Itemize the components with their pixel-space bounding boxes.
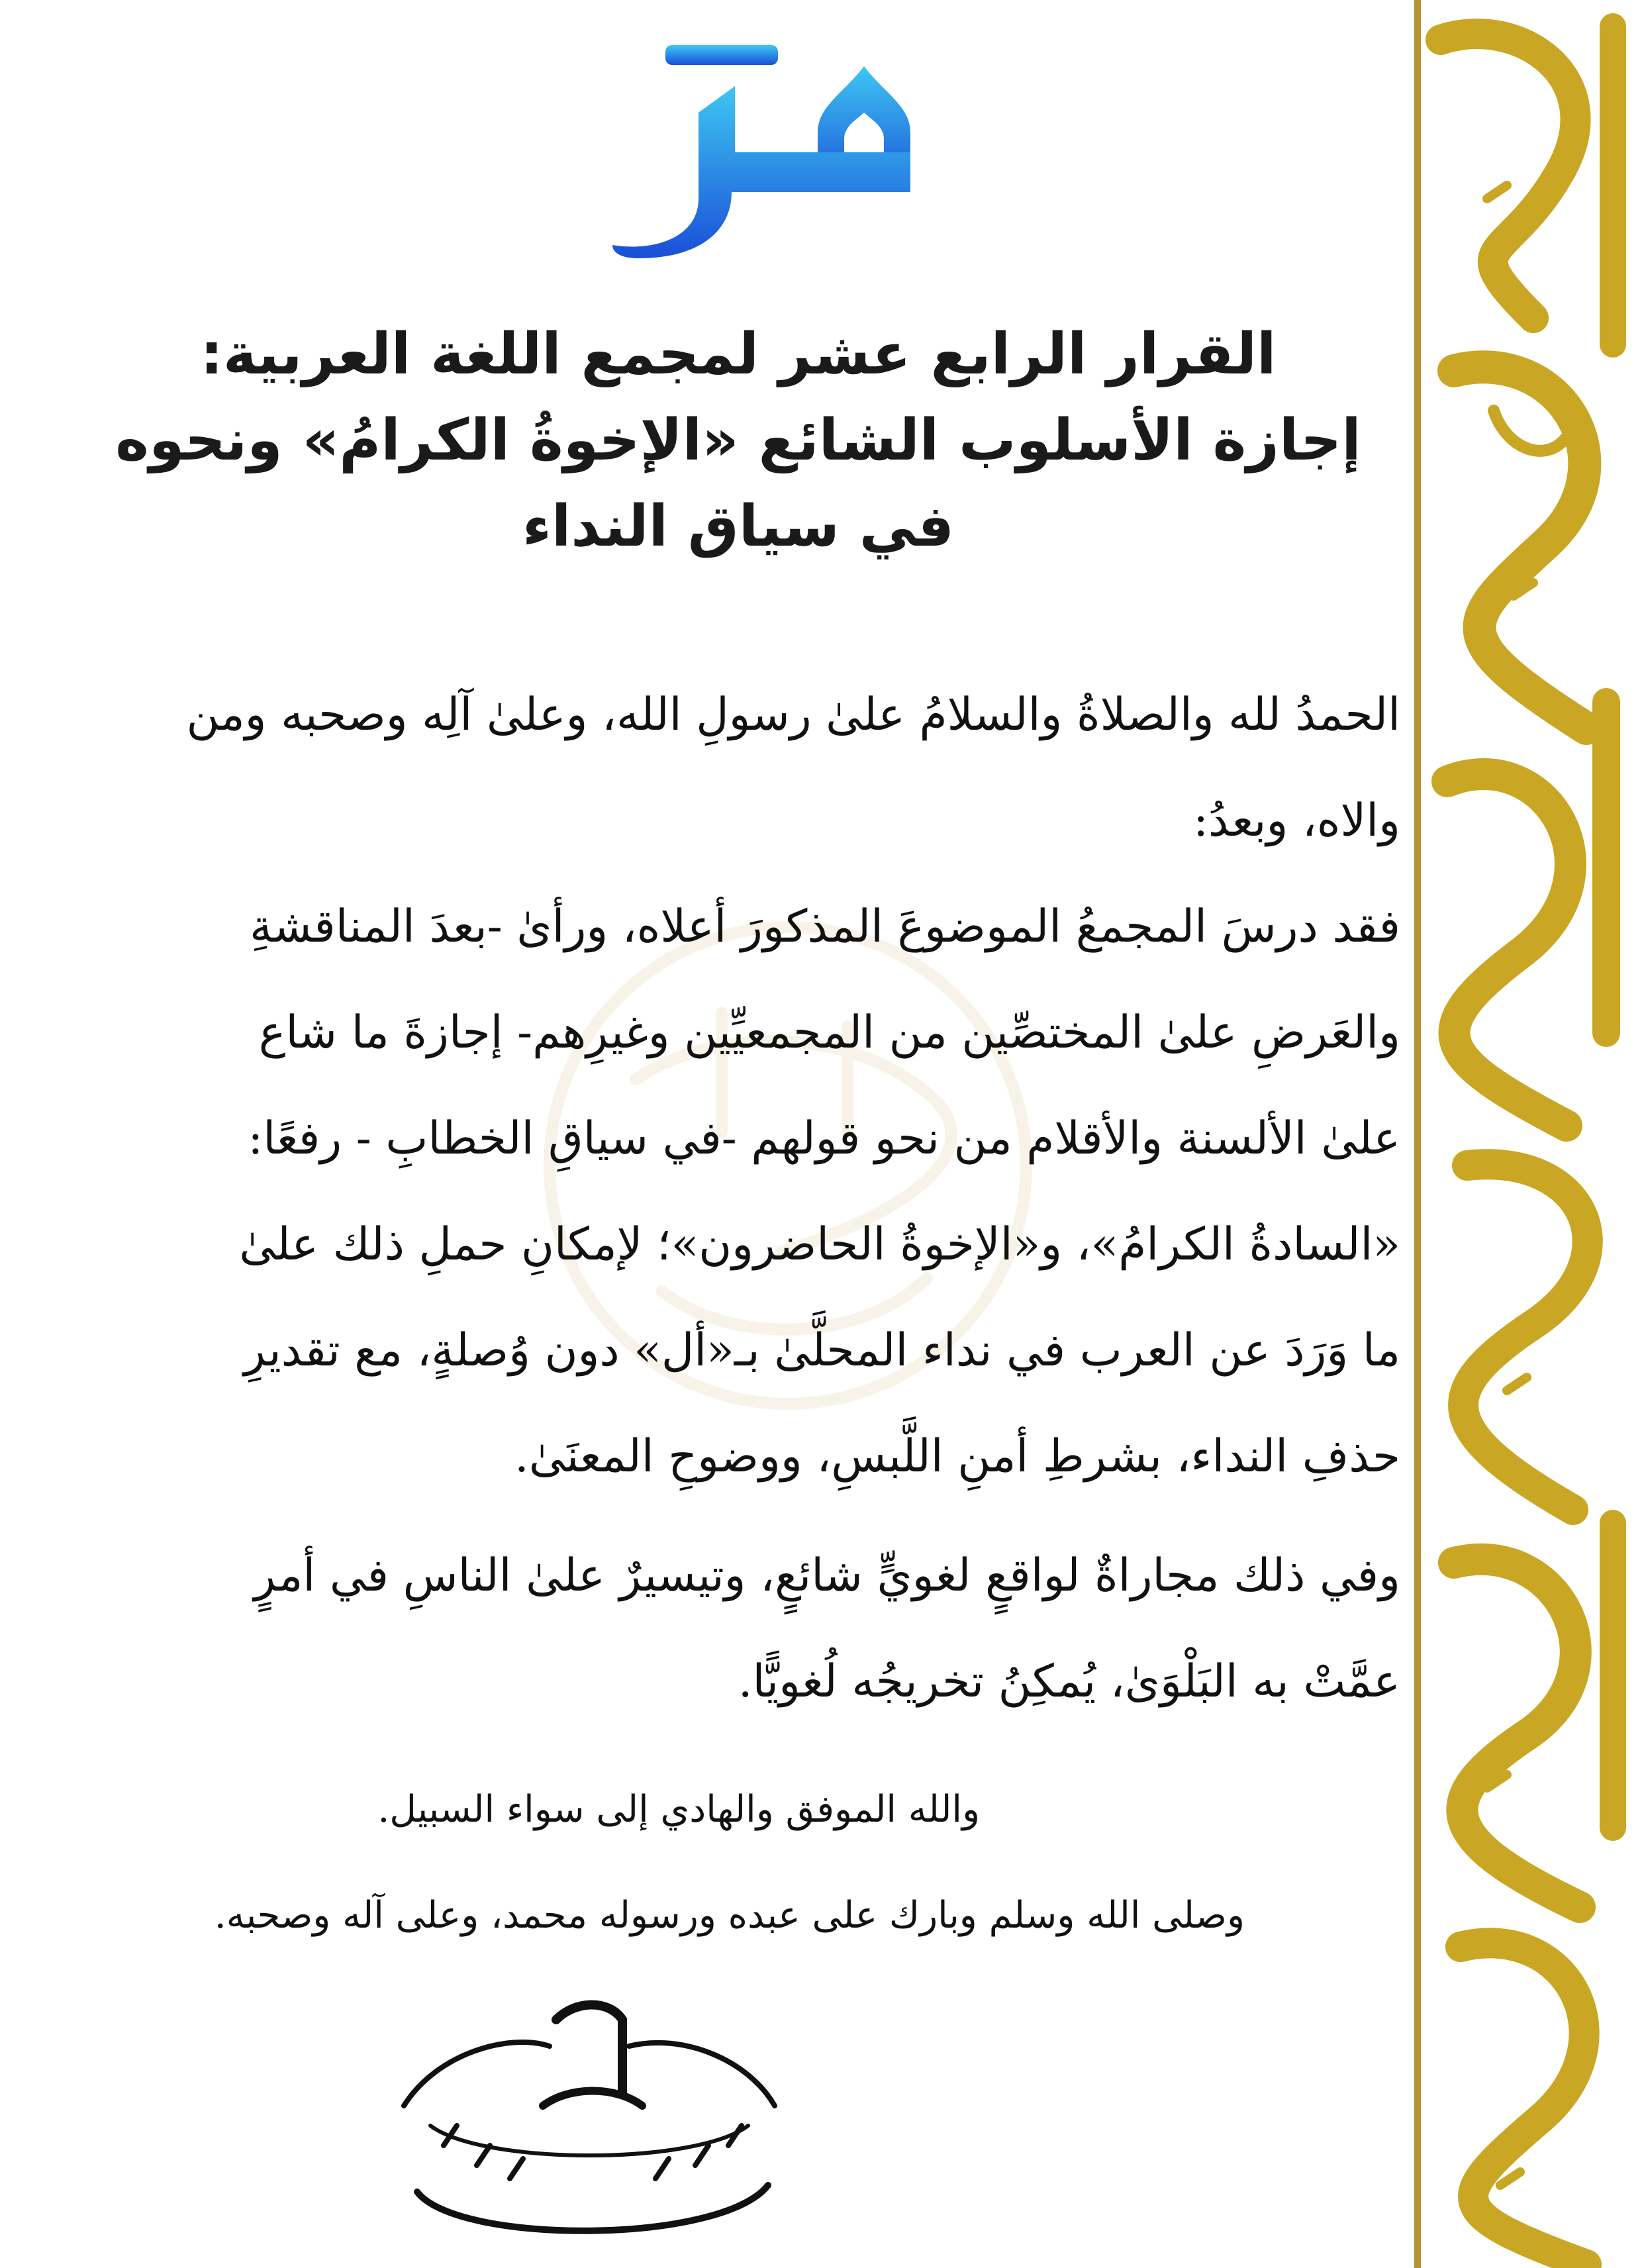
- body-line: حذفِ النداء، بشرطِ أمنِ اللَّبسِ، ووضوحِ المعنَىٰ.: [514, 1430, 1400, 1483]
- body-line: والعَرضِ علىٰ المختصِّين من المجمعيِّين وغيرِهم- إجازةَ ما شاع: [258, 1007, 1400, 1059]
- calligraphy-border: [1414, 0, 1642, 2268]
- border-rule: [1414, 0, 1421, 2268]
- body-line: عمَّتْ به البَلْوَىٰ، يُمكِنُ تخريجُه لُغويًّا.: [738, 1655, 1400, 1708]
- body-line: «السادةُ الكرامُ»، و«الإخوةُ الحاضرون»؛ لإمكانِ حملِ ذلك علىٰ: [239, 1218, 1400, 1271]
- calligraphy-border-icon: [1414, 0, 1642, 2268]
- academy-logo-icon: [599, 33, 943, 285]
- body-line: والاه، وبعدُ:: [1193, 795, 1400, 847]
- decision-title-line1: القرار الرابع عشر لمجمع اللغة العربية:: [200, 321, 1277, 387]
- decision-title-line3: في سياق النداء: [522, 493, 955, 560]
- body-line: علىٰ الألسنة والأقلام من نحو قولهم -في سياقِ الخطابِ - رفعًا:: [248, 1112, 1400, 1165]
- body-line: وفي ذلك مجاراةٌ لواقعٍ لغويٍّ شائعٍ، وتيسيرٌ علىٰ الناسِ في أمرٍ: [254, 1550, 1400, 1602]
- academy-calligraphy-seal-icon: [377, 1993, 801, 2258]
- closing-line2: وصلى الله وسلم وبارك على عبده ورسوله محمد، وعلى آله وصحبه.: [214, 1894, 1245, 1937]
- body-line: ما وَرَدَ عن العرب في نداء المحلَّىٰ بـ«أل» دون وُصلةٍ، مع تقديرِ: [244, 1324, 1400, 1377]
- decision-title-line2: إجازة الأسلوب الشائع «الإخوةُ الكرامُ» ونحوه: [115, 407, 1361, 473]
- closing-line1: والله الموفق والهادي إلى سواء السبيل.: [377, 1788, 980, 1831]
- body-line: فقد درسَ المجمعُ الموضوعَ المذكورَ أعلاه، ورأىٰ -بعدَ المناقشةِ: [249, 901, 1400, 953]
- body-line: الحمدُ لله والصلاةُ والسلامُ علىٰ رسولِ الله، وعلىٰ آلِه وصحبه ومن: [186, 689, 1400, 741]
